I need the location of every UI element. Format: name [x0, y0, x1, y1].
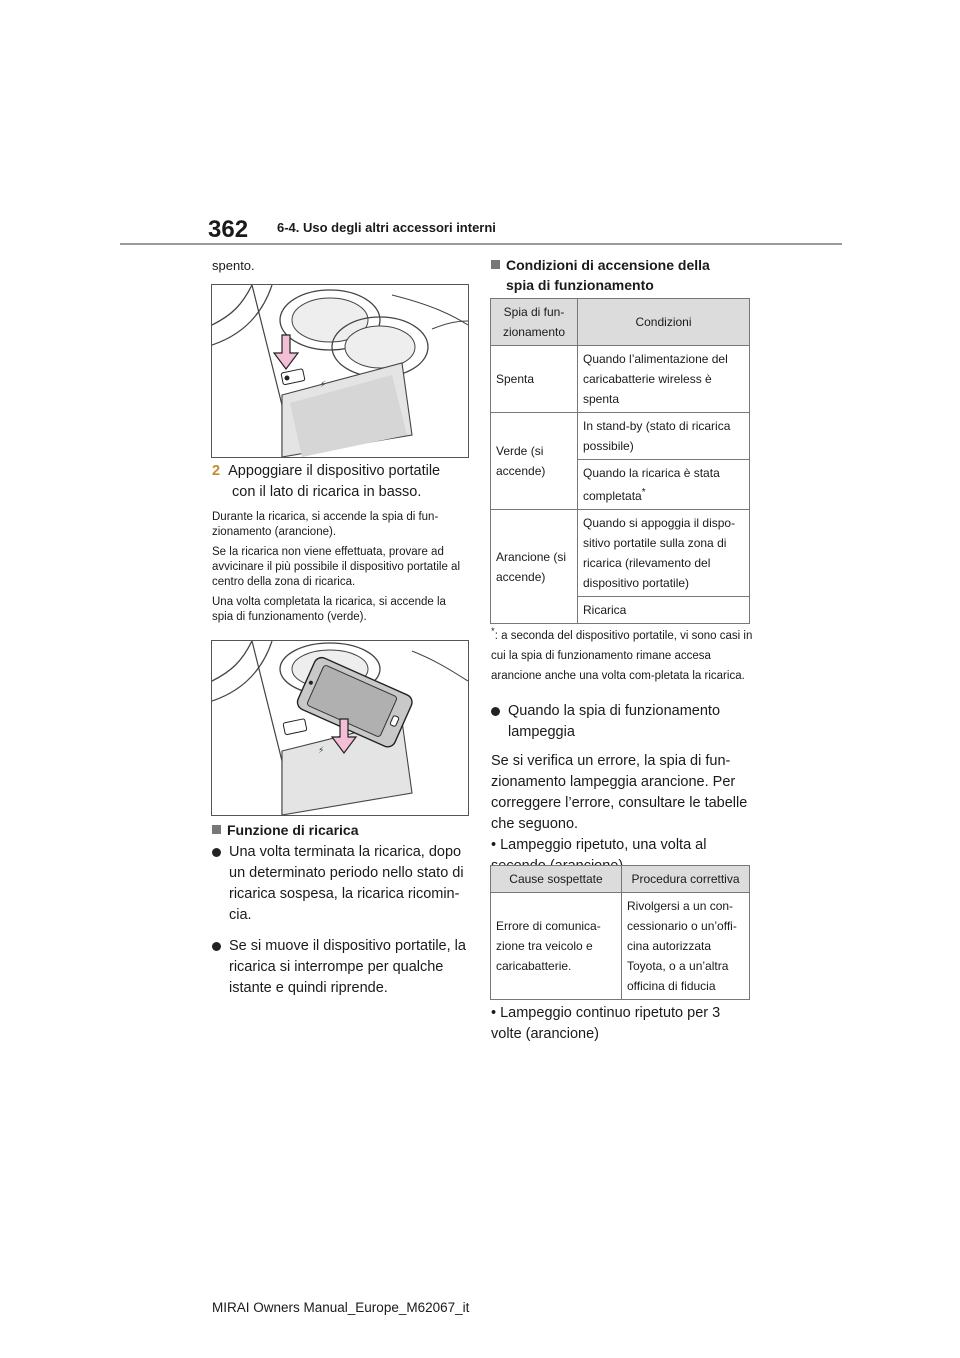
square-bullet-icon	[212, 825, 221, 834]
figure-phone-on-pad	[211, 640, 469, 816]
error-table	[490, 865, 750, 1000]
header-rule	[120, 243, 842, 245]
row-label: Verde (si accende)	[491, 413, 578, 510]
bullet-icon	[212, 848, 221, 857]
note-3: Una volta completata la ricarica, si accende la spia di funzionamento (verde).	[212, 596, 446, 623]
row-label: Spenta	[491, 346, 578, 413]
table-row	[491, 893, 750, 1000]
bullet-item: Se si muove il dispositivo portatile, la ricarica si interrompe per qualche istante e quindi riprende.	[212, 936, 468, 999]
table-row	[491, 346, 750, 413]
row-condition: Ricarica	[578, 597, 750, 624]
blink-case-1: • Lampeggio ripetuto, una volta al	[491, 837, 707, 853]
header-cell: Condizioni	[578, 299, 750, 346]
row-condition: In stand-by (stato di ricarica possibile)	[578, 413, 750, 460]
indicator-conditions-table	[490, 298, 750, 624]
svg-text:⚡: ⚡	[320, 379, 327, 389]
blink-description: Se si verifica un errore, la spia di fun-zionamento lampeggia arancione. Per correggere l’errore, consultare le tabelle che seguono.	[491, 753, 748, 832]
table-row	[491, 413, 750, 460]
heading-conditions: Condizioni di accensione della spia di funzionamento	[491, 255, 751, 295]
blink-section	[491, 701, 753, 877]
table-header-row	[491, 866, 750, 893]
step-number: 2	[212, 463, 221, 479]
footnote-mark: *	[491, 626, 495, 637]
notes	[212, 510, 468, 625]
bullet-icon	[491, 707, 500, 716]
console-illustration	[212, 285, 468, 457]
bullet-list-charge	[212, 842, 468, 999]
figure-charging-pad	[211, 284, 469, 458]
bullet-icon	[212, 942, 221, 951]
footnote: *: a seconda del dispositivo portatile, vi sono casi in cui la spia di funzionamento rimane accesa arancione anche una volta com-pletata la ricarica.	[491, 626, 753, 682]
blink-case-2: • Lampeggio continuo ripetuto per 3 volte (arancione)	[491, 1005, 721, 1042]
row-condition: Quando si appoggia il dispo-sitivo portatile sulla zona di ricarica (rilevamento del dispositivo portatile)	[578, 510, 750, 597]
note-2: Se la ricarica non viene effettuata, provare ad avvicinare il più possibile il dispositivo portatile al centro della zona di ricarica.	[212, 546, 461, 588]
heading-charge-function: Funzione di ricarica	[212, 820, 358, 840]
heading-conditions-line-2: spia di funzionamento	[506, 277, 654, 293]
header-cell: Spia di fun-zionamento	[491, 299, 578, 346]
page-number: 362	[208, 216, 249, 243]
phone-illustration	[212, 641, 468, 815]
note-1: Durante la ricarica, si accende la spia di fun-zionamento (arancione).	[212, 511, 439, 538]
step-2	[212, 461, 477, 503]
step-2-line-1: Appoggiare il dispositivo portatile	[228, 463, 441, 479]
row-label: Arancione (si accende)	[491, 510, 578, 624]
remedy-cell: Rivolgersi a un con-cessionario o un’offi-cina autorizzata Toyota, o a un’altra officina di fiducia	[622, 893, 750, 1000]
section-title: 6-4. Uso degli altri accessori interni	[277, 220, 496, 235]
row-condition: Quando la ricarica è stata completata*	[578, 460, 750, 510]
footnote-mark: *	[641, 487, 646, 498]
square-bullet-icon	[491, 260, 500, 269]
bullet-item: Quando la spia di funzionamento lampeggia	[491, 701, 753, 743]
svg-text:⚡: ⚡	[318, 745, 325, 755]
footer-text: MIRAI Owners Manual_Europe_M62067_it	[212, 1300, 470, 1315]
row-condition: Quando l’alimentazione del caricabatterie wireless è spenta	[578, 346, 750, 413]
intro-text: spento.	[212, 258, 255, 273]
step-2-line-2: con il lato di ricarica in basso.	[232, 484, 422, 500]
header-cell: Cause sospettate	[491, 866, 622, 893]
table-header-row	[491, 299, 750, 346]
bullet-item: Una volta terminata la ricarica, dopo un determinato periodo nello stato di ricarica sospesa, la ricarica ricomin-cia.	[212, 842, 468, 926]
cause-cell: Errore di comunica-zione tra veicolo e caricabatterie.	[491, 893, 622, 1000]
header-cell: Procedura correttiva	[622, 866, 750, 893]
table-row	[491, 510, 750, 597]
